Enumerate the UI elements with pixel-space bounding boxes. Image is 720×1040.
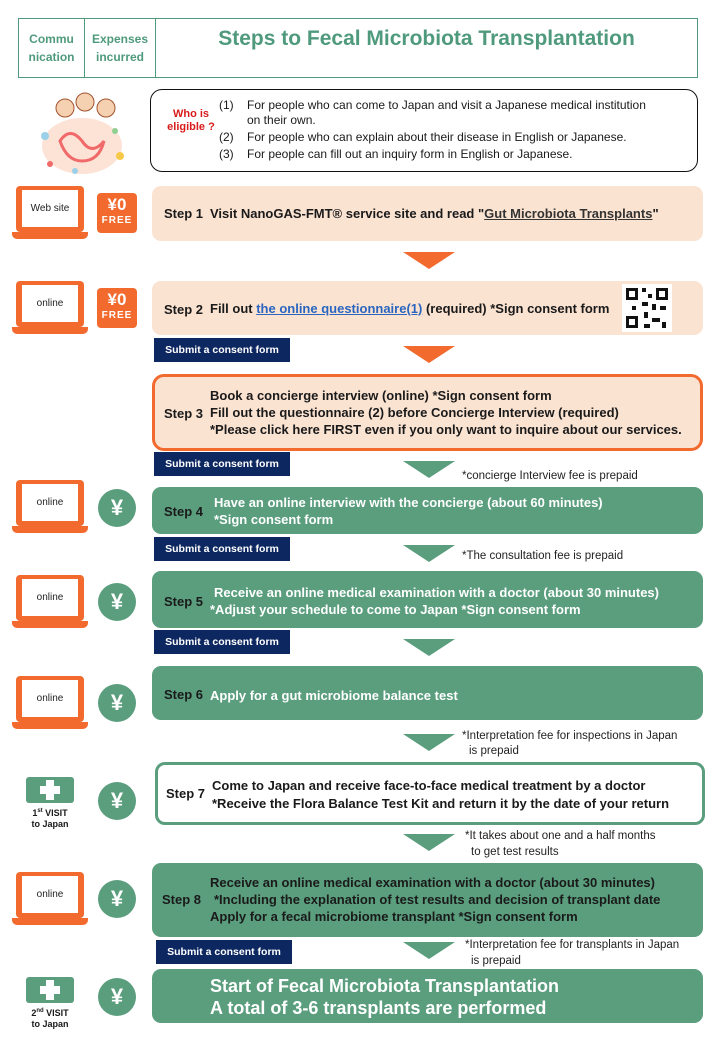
final-text: Start of Fecal Microbiota Transplantation [210,976,560,996]
step-3-box[interactable] [152,374,703,451]
step-text-part: (required) *Sign consent form [422,301,610,316]
visit-label [22,1006,78,1019]
final-step-box [152,969,703,1023]
yen-icon: ¥ [98,684,136,722]
step-text: Fill out the questionnaire (2) before Concierge Interview (required) [210,405,619,420]
step-label: Step 6 [164,687,204,702]
step-4-box[interactable] [152,487,703,534]
laptop-label: online [22,876,78,913]
medical-cross-icon [26,977,74,1003]
eligibility-text: For people can fill out an inquiry form in English or Japanese. [247,147,573,161]
down-arrow [403,461,455,478]
qr-code-icon[interactable] [622,284,672,332]
eligibility-label: Who is eligible ? [167,108,215,133]
fee-note: *The consultation fee is prepaid [462,550,624,562]
down-arrow [403,346,455,363]
fee-note: *concierge Interview fee is prepaid [462,470,638,482]
eligibility-box [150,89,698,172]
free-amount: ¥0 [107,290,127,309]
down-arrow [403,942,455,959]
step-2-box[interactable] [152,281,703,335]
eligibility-item [219,130,689,145]
step-5-box[interactable] [152,571,703,628]
eligibility-num: (1) [219,98,234,112]
fee-note: *Interpretation fee for transplants in Japan [465,939,680,951]
laptop-label: online [22,680,78,717]
step-1-box[interactable] [152,186,703,241]
visit-num: 1 [32,808,38,818]
free-label: FREE [101,215,133,226]
eligibility-text: For people who can come to Japan and visit a Japanese medical institution on their own. [247,98,646,127]
step-text: *Please click here FIRST even if you only want to inquire about our services. [210,422,682,437]
step-text-part: " [652,206,659,221]
free-amount: ¥0 [107,195,127,214]
step-7-box[interactable] [155,762,705,825]
header-communication-label: Commu nication [28,32,75,64]
down-arrow [403,734,455,751]
final-text: A total of 3-6 transplants are performed [210,998,547,1018]
fee-note: *Interpretation fee for inspections in Japan [462,730,678,742]
header-expenses [84,18,156,78]
step-text: *Adjust your schedule to come to Japan *Sign consent form [210,602,581,617]
step-8-box[interactable] [152,863,703,937]
laptop-label: Web site [22,190,78,227]
step-label: Step 2 [164,302,204,317]
step-text: *Sign consent form [214,512,334,527]
header-communication [18,18,85,78]
step-label: Step 7 [166,786,206,801]
submit-consent-button[interactable]: Submit a consent form [154,630,290,654]
step-label: Step 4 [164,504,204,519]
step-text: Receive an online medical examination with a doctor (about 30 minutes) [214,585,659,600]
step-text: *Including the explanation of test results and decision of transplant date [214,892,661,907]
medical-cross-icon [26,777,74,803]
down-arrow [403,834,455,851]
eligibility-item [219,98,689,128]
step-text: Apply for a fecal microbiome transplant *Sign consent form [210,909,578,924]
eligibility-item [219,147,689,162]
laptop-label: online [22,484,78,521]
yen-icon: ¥ [98,880,136,918]
visit-sup: nd [36,1008,44,1014]
visit-num: 2 [31,1008,37,1018]
second-visit-badge [22,977,78,1030]
down-arrow [403,545,455,562]
visit-text: VISIT [43,1008,69,1018]
first-visit-badge [22,777,78,830]
submit-consent-button[interactable]: Submit a consent form [154,338,290,362]
fee-note: *It takes about one and a half months [465,830,656,842]
step-text: Come to Japan and receive face-to-face medical treatment by a doctor [212,778,646,793]
free-label: FREE [101,310,133,321]
free-badge [97,288,137,328]
step-text: Apply for a gut microbiome balance test [210,688,458,703]
step-label: Step 5 [164,594,204,609]
yen-icon: ¥ [98,583,136,621]
visit-label-2: to Japan [31,1019,69,1029]
yen-icon: ¥ [98,489,136,527]
page-title [155,18,698,78]
family-illustration [20,86,140,181]
step-6-box[interactable] [152,666,703,720]
laptop-label: online [22,579,78,616]
eligibility-num: (2) [219,130,234,144]
step-text-part: Fill out [210,301,257,316]
step-label: Step 1 [164,206,204,221]
down-arrow [403,639,455,656]
gut-microbiota-link[interactable]: Gut Microbiota Transplants [484,206,653,221]
step-text [210,300,609,317]
step-text [210,205,659,222]
step-text: *Receive the Flora Balance Test Kit and return it by the date of your return [212,796,670,811]
eligibility-num: (3) [219,147,234,161]
yen-icon: ¥ [98,782,136,820]
header-expenses-label: Expenses incurred [92,32,149,64]
submit-consent-button[interactable]: Submit a consent form [154,537,290,561]
visit-label-2: to Japan [31,819,69,829]
yen-icon: ¥ [98,978,136,1016]
submit-consent-button[interactable]: Submit a consent form [156,940,292,964]
fee-note: to get test results [471,846,559,858]
down-arrow [403,252,455,269]
fee-note: is prepaid [469,745,519,757]
visit-label [22,806,78,819]
step-label: Step 3 [164,406,204,421]
step-text: Receive an online medical examination with a doctor (about 30 minutes) [210,875,655,890]
visit-sup: st [37,808,43,814]
free-badge [97,193,137,233]
step-text: Have an online interview with the concierge (about 60 minutes) [214,495,603,510]
page-title-text: Steps to Fecal Microbiota Transplantation [218,27,635,50]
laptop-label: online [22,285,78,322]
visit-text: VISIT [42,808,68,818]
online-questionnaire-link[interactable]: the online questionnaire(1) [256,301,423,316]
step-text: Book a concierge interview (online) *Sign consent form [210,388,552,403]
step-label: Step 8 [162,892,202,907]
eligibility-text: For people who can explain about their disease in English or Japanese. [247,130,627,144]
fee-note: is prepaid [471,955,521,967]
step-text-part: Visit NanoGAS-FMT® service site and read " [210,206,485,221]
submit-consent-button[interactable]: Submit a consent form [154,452,290,476]
